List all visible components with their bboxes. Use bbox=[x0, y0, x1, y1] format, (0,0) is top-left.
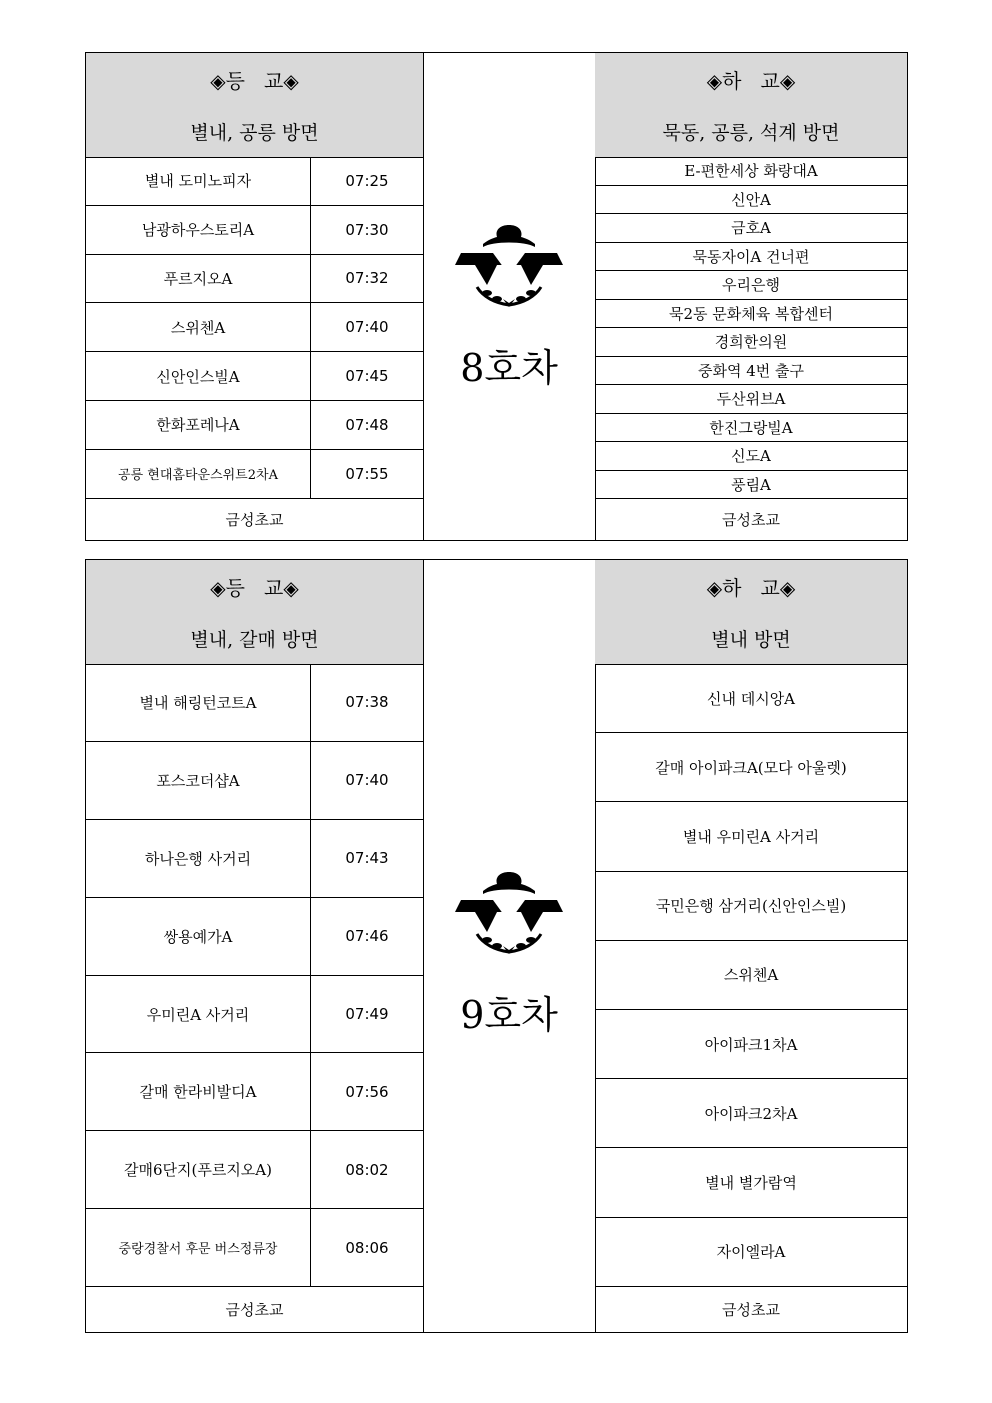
stop-name: 공릉 현대홈타운스위트2차A bbox=[86, 450, 311, 498]
stop-row: 신도A bbox=[595, 442, 907, 471]
stop-row: 풍림A bbox=[595, 471, 907, 500]
bus9-going-route: 별내, 갈매 방면 bbox=[86, 612, 423, 665]
stop-row: 스위첸A bbox=[595, 941, 907, 1010]
bus8-return-header: ◈하 교◈ bbox=[595, 53, 907, 106]
stop-row: 우리은행 bbox=[595, 271, 907, 300]
stop-time: 07:40 bbox=[345, 318, 389, 337]
bus8-return-route: 묵동, 공릉, 석계 방면 bbox=[595, 105, 907, 158]
stop-name: 포스코더샵A bbox=[86, 742, 311, 819]
stop-name: 갈매6단지(푸르지오A) bbox=[86, 1131, 311, 1208]
stop-row bbox=[86, 820, 423, 898]
bus9-return-origin: 금성초교 bbox=[722, 1301, 780, 1319]
stop-time: 07:45 bbox=[345, 367, 389, 386]
bus8-return-origin: 금성초교 bbox=[722, 510, 780, 529]
stop-name: 별내 도미노피자 bbox=[86, 157, 311, 205]
stop-row bbox=[86, 1053, 423, 1131]
stop-row bbox=[86, 976, 423, 1054]
bus9-going-destination: 금성초교 bbox=[225, 1301, 284, 1319]
bus9-return-header: ◈하 교◈ bbox=[595, 560, 907, 613]
stop-time: 08:06 bbox=[345, 1238, 389, 1257]
stop-row bbox=[86, 450, 423, 499]
stop-name: 스위첸A bbox=[86, 303, 311, 351]
bus8-center bbox=[423, 53, 596, 540]
stop-name: 푸르지오A bbox=[86, 255, 311, 303]
stop-row: 묵2동 문화체육 복합센터 bbox=[595, 300, 907, 329]
bus9-going-header: ◈등 교◈ bbox=[86, 560, 423, 613]
stop-row: 아이파크2차A bbox=[595, 1079, 907, 1148]
bus8-number: 8호차 bbox=[460, 346, 558, 390]
stop-name: 쌍용예가A bbox=[86, 898, 311, 975]
stop-row: 묵동자이A 건너편 bbox=[595, 243, 907, 272]
stop-name: 하나은행 사거리 bbox=[86, 820, 311, 897]
bus9-return-route: 별내 방면 bbox=[595, 612, 907, 665]
stop-row bbox=[86, 898, 423, 976]
stop-row: 별내 별가람역 bbox=[595, 1148, 907, 1217]
stop-row: 경희한의원 bbox=[595, 328, 907, 357]
stop-time: 07:30 bbox=[345, 220, 389, 239]
stop-name: 한화포레나A bbox=[86, 401, 311, 449]
stop-name: 우미린A 사거리 bbox=[86, 976, 311, 1053]
stop-row: 중화역 4번 출구 bbox=[595, 357, 907, 386]
stop-time: 07:56 bbox=[345, 1082, 389, 1101]
bus9-schedule bbox=[85, 559, 908, 1333]
stop-row: 한진그랑빌A bbox=[595, 414, 907, 443]
bus8-schedule bbox=[85, 52, 908, 541]
stop-row: 갈매 아이파크A(모다 아울렛) bbox=[595, 733, 907, 802]
stop-time: 07:25 bbox=[345, 171, 389, 190]
stop-row bbox=[86, 157, 423, 206]
bus8-going-stops bbox=[86, 157, 423, 499]
stop-time: 07:49 bbox=[345, 1005, 389, 1023]
stop-row bbox=[86, 1209, 423, 1287]
bus9-return-column bbox=[595, 560, 907, 1332]
stop-row bbox=[86, 206, 423, 255]
stop-row bbox=[86, 664, 423, 742]
bus8-going-route: 별내, 공릉 방면 bbox=[86, 105, 423, 158]
stop-time: 07:55 bbox=[345, 464, 389, 483]
school-emblem-icon bbox=[453, 870, 565, 960]
stop-name: 별내 해링턴코트A bbox=[86, 664, 311, 741]
bus9-return-stops bbox=[595, 664, 907, 1287]
stop-row: 두산위브A bbox=[595, 385, 907, 414]
bus8-going-destination: 금성초교 bbox=[225, 510, 284, 529]
stop-row: 별내 우미린A 사거리 bbox=[595, 802, 907, 871]
stop-time: 07:48 bbox=[345, 415, 389, 434]
stop-row: 신안A bbox=[595, 186, 907, 215]
stop-name: 중랑경찰서 후문 버스정류장 bbox=[86, 1209, 311, 1286]
stop-time: 07:43 bbox=[345, 849, 389, 868]
stop-row bbox=[86, 401, 423, 450]
bus8-return-column bbox=[595, 53, 907, 540]
stop-row: 신내 데시앙A bbox=[595, 664, 907, 733]
stop-name: 남광하우스토리A bbox=[86, 206, 311, 254]
bus9-center bbox=[423, 560, 596, 1332]
stop-row bbox=[86, 303, 423, 352]
bus9-going-stops bbox=[86, 664, 423, 1287]
stop-row: 아이파크1차A bbox=[595, 1010, 907, 1079]
stop-row: 금호A bbox=[595, 214, 907, 243]
stop-row: 국민은행 삼거리(신안인스빌) bbox=[595, 872, 907, 941]
stop-row: E-편한세상 화랑대A bbox=[595, 157, 907, 186]
stop-time: 07:38 bbox=[345, 693, 389, 712]
bus8-return-stops bbox=[595, 157, 907, 499]
stop-row bbox=[86, 255, 423, 304]
stop-name: 갈매 한라비발디A bbox=[86, 1053, 311, 1130]
stop-row bbox=[86, 742, 423, 820]
bus9-going-column bbox=[86, 560, 424, 1332]
stop-time: 07:32 bbox=[345, 269, 389, 288]
stop-row bbox=[86, 352, 423, 401]
school-emblem-icon bbox=[453, 223, 565, 313]
bus9-number: 9호차 bbox=[460, 993, 558, 1037]
stop-name: 신안인스빌A bbox=[86, 352, 311, 400]
bus8-going-column bbox=[86, 53, 424, 540]
stop-row: 자이엘라A bbox=[595, 1218, 907, 1287]
stop-time: 08:02 bbox=[345, 1160, 389, 1179]
bus8-going-header: ◈등 교◈ bbox=[86, 53, 423, 106]
stop-row bbox=[86, 1131, 423, 1209]
stop-time: 07:40 bbox=[345, 771, 389, 790]
stop-time: 07:46 bbox=[345, 927, 389, 946]
